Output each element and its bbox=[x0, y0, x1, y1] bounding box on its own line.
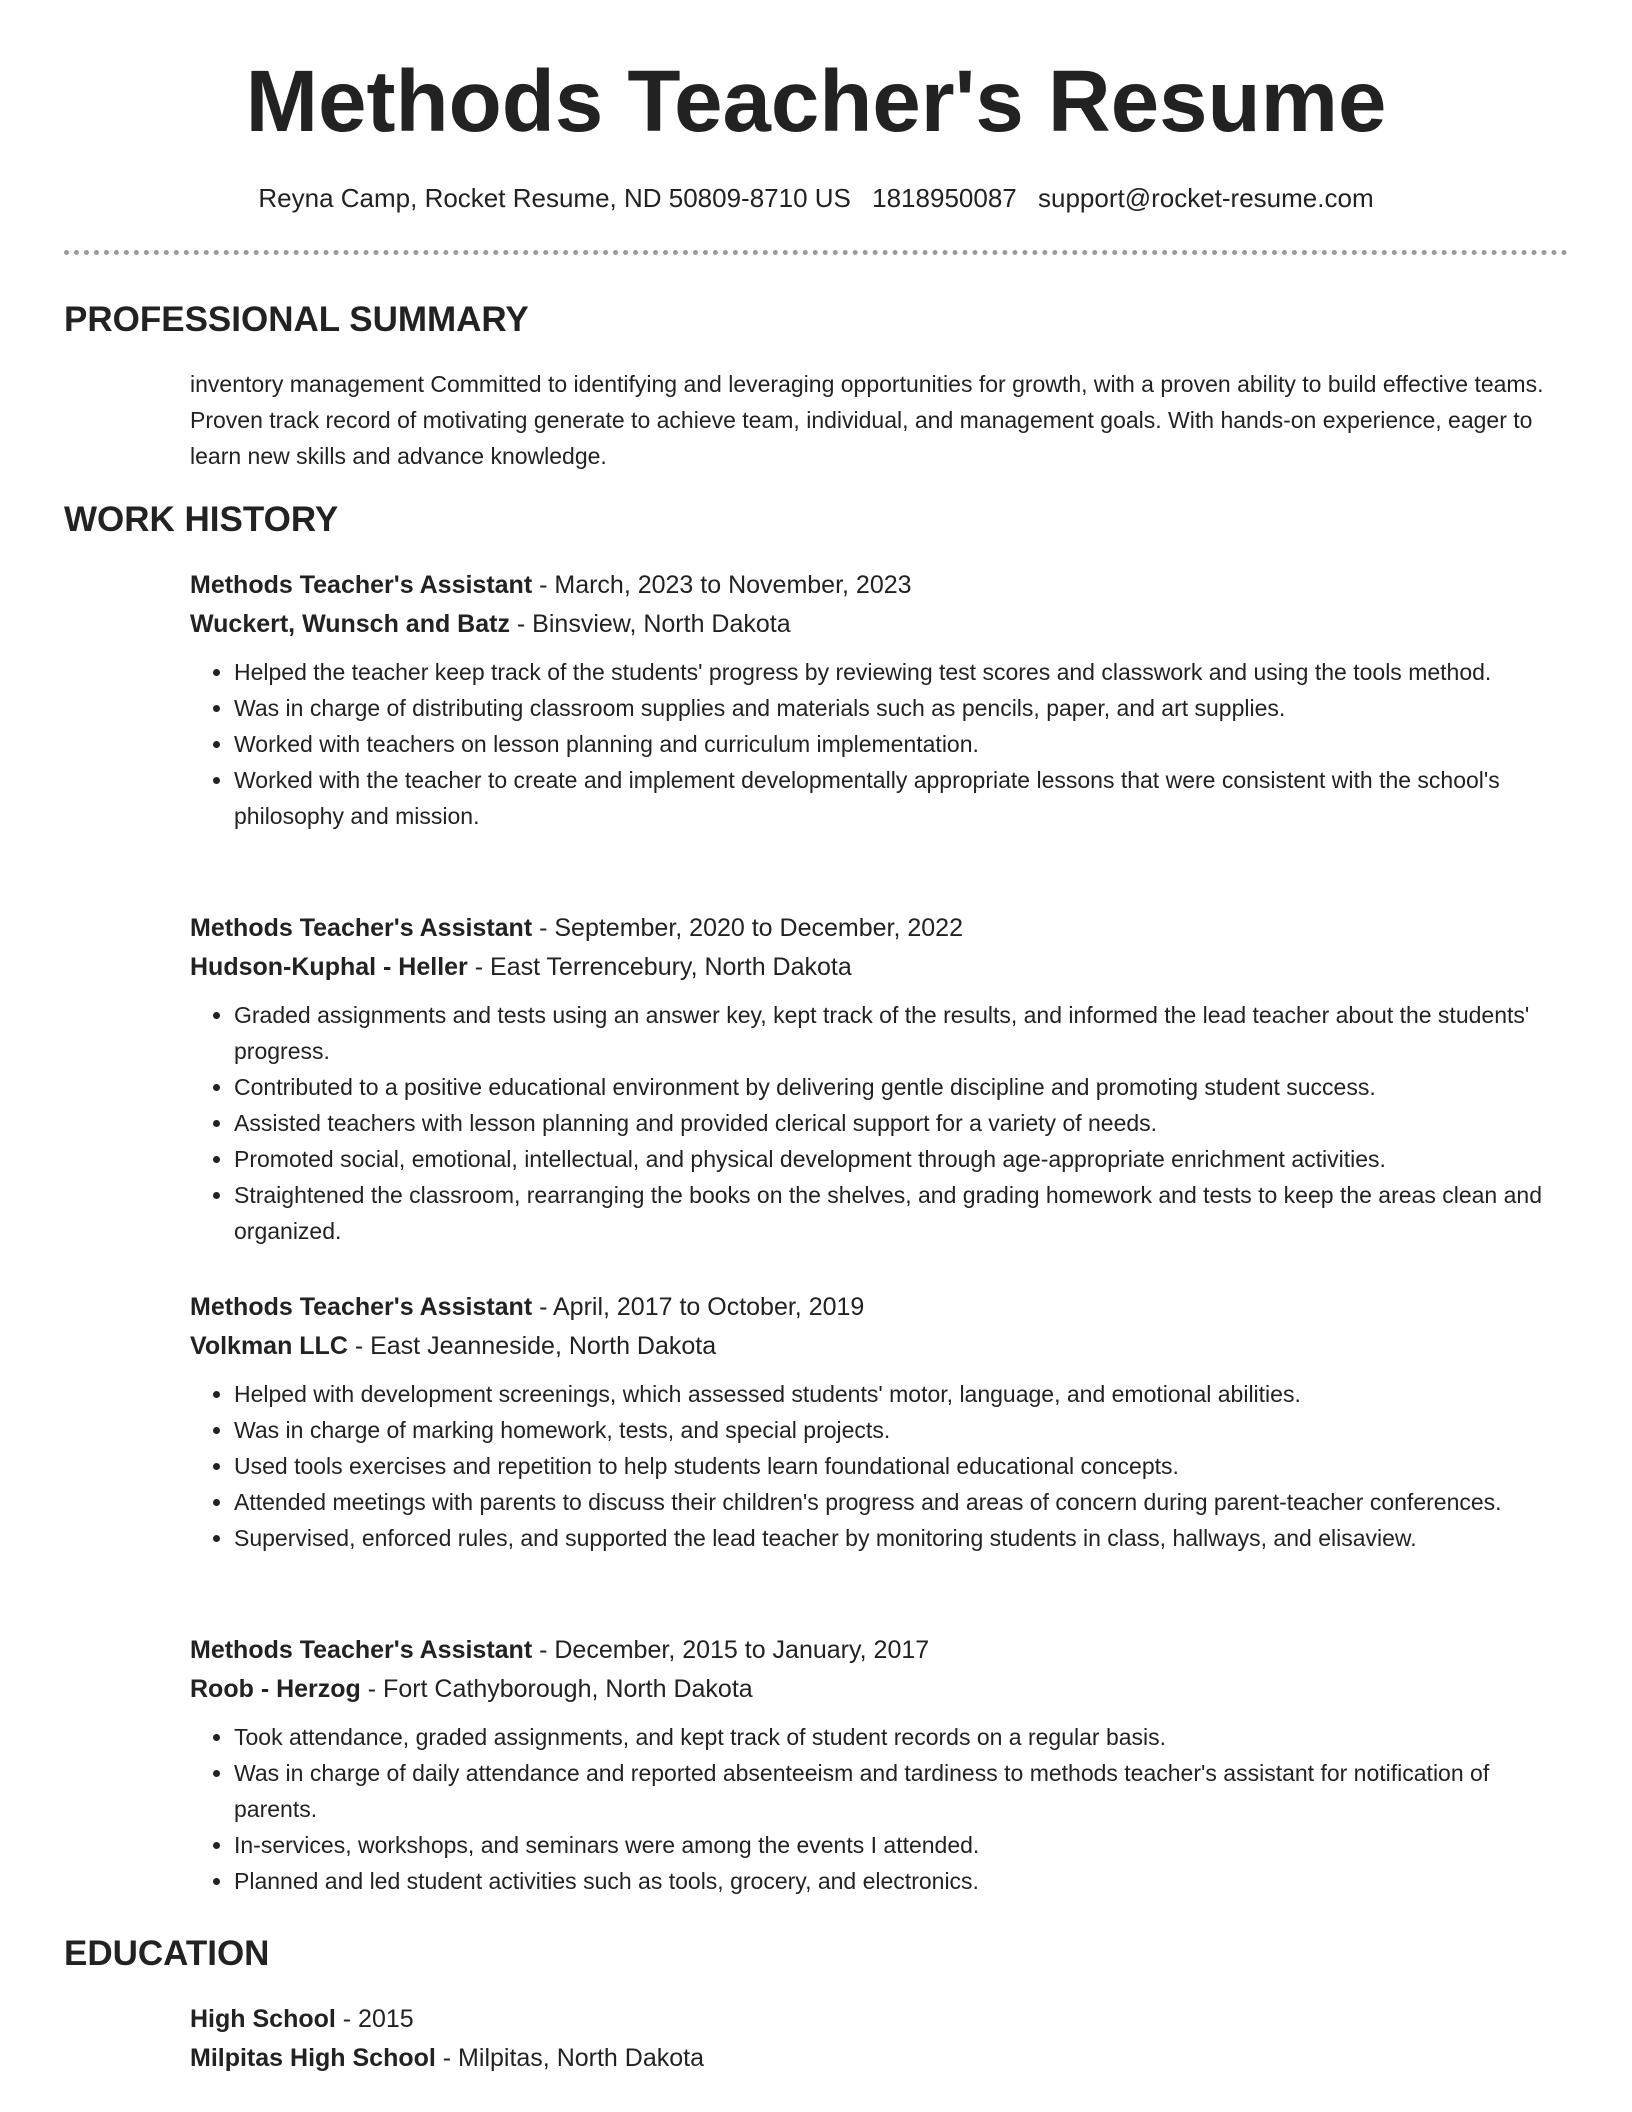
job-company: Roob - Herzog bbox=[190, 1675, 361, 1703]
job-company: Wuckert, Wunsch and Batz bbox=[190, 610, 510, 638]
job-duties-list bbox=[190, 654, 1570, 834]
contact-phone: 1818950087 bbox=[872, 183, 1017, 213]
job-dates: - September, 2020 to December, 2022 bbox=[532, 914, 963, 942]
summary-text: inventory management Committed to identifying and leveraging opportunities for growth, with a proven ability to build effective teams. Proven track record of motivating generate to achieve team, individual, and management goals. With hands-on experience, eager to learn new skills and advance knowledge. bbox=[190, 371, 1544, 469]
job-location: - East Terrencebury, North Dakota bbox=[467, 953, 852, 981]
job-company: Volkman LLC bbox=[190, 1332, 348, 1360]
header-divider bbox=[64, 250, 1568, 255]
contact-line bbox=[0, 183, 1632, 214]
job-duty: • Promoted social, emotional, intellectual, and physical development through age-appropriate enrichment activities. bbox=[234, 1141, 1570, 1177]
job-dates: - March, 2023 to November, 2023 bbox=[532, 571, 912, 599]
contact-address: Reyna Camp, Rocket Resume, ND 50809-8710 US bbox=[258, 183, 851, 213]
education-school: Milpitas High School bbox=[190, 2044, 436, 2072]
education-location: - Milpitas, North Dakota bbox=[435, 2044, 704, 2072]
job-entry bbox=[190, 909, 1570, 1249]
job-duty: • In-services, workshops, and seminars were among the events I attended. bbox=[234, 1827, 1570, 1863]
job-title: Methods Teacher's Assistant bbox=[190, 571, 533, 599]
contact-email: support@rocket-resume.com bbox=[1037, 183, 1374, 213]
job-duty: • Worked with the teacher to create and implement developmentally appropriate lessons that were consistent with the school's philosophy and mission. bbox=[234, 762, 1570, 834]
job-duty: • Worked with teachers on lesson planning and curriculum implementation. bbox=[234, 726, 1570, 762]
job-duty: • Was in charge of daily attendance and reported absenteeism and tardiness to methods teacher's assistant for notification of parents. bbox=[234, 1755, 1570, 1827]
job-duties-list bbox=[190, 1719, 1570, 1899]
education-degree-line bbox=[190, 2000, 1570, 2039]
job-dates: - December, 2015 to January, 2017 bbox=[532, 1636, 930, 1664]
section-heading-summary: PROFESSIONAL SUMMARY bbox=[64, 300, 529, 339]
job-title-line bbox=[190, 566, 1570, 605]
education-degree: High School bbox=[190, 2005, 336, 2033]
job-dates: - April, 2017 to October, 2019 bbox=[532, 1293, 865, 1321]
section-heading-work-history: WORK HISTORY bbox=[64, 500, 339, 539]
job-entry bbox=[190, 1631, 1570, 1899]
job-company: Hudson-Kuphal - Heller bbox=[190, 953, 468, 981]
job-duty: • Helped with development screenings, which assessed students' motor, language, and emotional abilities. bbox=[234, 1376, 1570, 1412]
job-location: - Binsview, North Dakota bbox=[509, 610, 791, 638]
job-title: Methods Teacher's Assistant bbox=[190, 914, 533, 942]
job-title: Methods Teacher's Assistant bbox=[190, 1636, 533, 1664]
education-year: - 2015 bbox=[335, 2005, 414, 2033]
job-location: - East Jeanneside, North Dakota bbox=[347, 1332, 717, 1360]
job-duty: • Was in charge of distributing classroom supplies and materials such as pencils, paper, and art supplies. bbox=[234, 690, 1570, 726]
job-title-line bbox=[190, 1631, 1570, 1670]
resume-title: Methods Teacher's Resume bbox=[245, 53, 1387, 150]
job-duty: • Took attendance, graded assignments, and kept track of student records on a regular basis. bbox=[234, 1719, 1570, 1755]
education-school-line bbox=[190, 2039, 1570, 2078]
job-duty: • Contributed to a positive educational environment by delivering gentle discipline and promoting student success. bbox=[234, 1069, 1570, 1105]
job-duty: • Helped the teacher keep track of the students' progress by reviewing test scores and classwork and using the tools method. bbox=[234, 654, 1570, 690]
job-duty: • Assisted teachers with lesson planning and provided clerical support for a variety of needs. bbox=[234, 1105, 1570, 1141]
job-duty: • Graded assignments and tests using an answer key, kept track of the results, and informed the lead teacher about the students' progress. bbox=[234, 997, 1570, 1069]
job-title-line bbox=[190, 909, 1570, 948]
job-entry bbox=[190, 1288, 1570, 1556]
job-location: - Fort Cathyborough, North Dakota bbox=[360, 1675, 753, 1703]
job-duties-list bbox=[190, 997, 1570, 1249]
job-duty: • Used tools exercises and repetition to help students learn foundational educational concepts. bbox=[234, 1448, 1570, 1484]
job-company-line bbox=[190, 605, 1570, 644]
education-entry bbox=[190, 2000, 1570, 2078]
job-duty: • Planned and led student activities such as tools, grocery, and electronics. bbox=[234, 1863, 1570, 1899]
job-company-line bbox=[190, 1327, 1570, 1366]
section-heading-education: EDUCATION bbox=[64, 1934, 270, 1973]
job-duties-list bbox=[190, 1376, 1570, 1556]
job-company-line bbox=[190, 1670, 1570, 1709]
job-company-line bbox=[190, 948, 1570, 987]
job-duty: • Supervised, enforced rules, and supported the lead teacher by monitoring students in class, hallways, and elisaview. bbox=[234, 1520, 1570, 1556]
job-duty: • Was in charge of marking homework, tests, and special projects. bbox=[234, 1412, 1570, 1448]
job-duty: • Attended meetings with parents to discuss their children's progress and areas of concern during parent-teacher conferences. bbox=[234, 1484, 1570, 1520]
job-title-line bbox=[190, 1288, 1570, 1327]
job-duty: • Straightened the classroom, rearranging the books on the shelves, and grading homework and tests to keep the areas clean and organized. bbox=[234, 1177, 1570, 1249]
job-title: Methods Teacher's Assistant bbox=[190, 1293, 533, 1321]
job-entry bbox=[190, 566, 1570, 834]
